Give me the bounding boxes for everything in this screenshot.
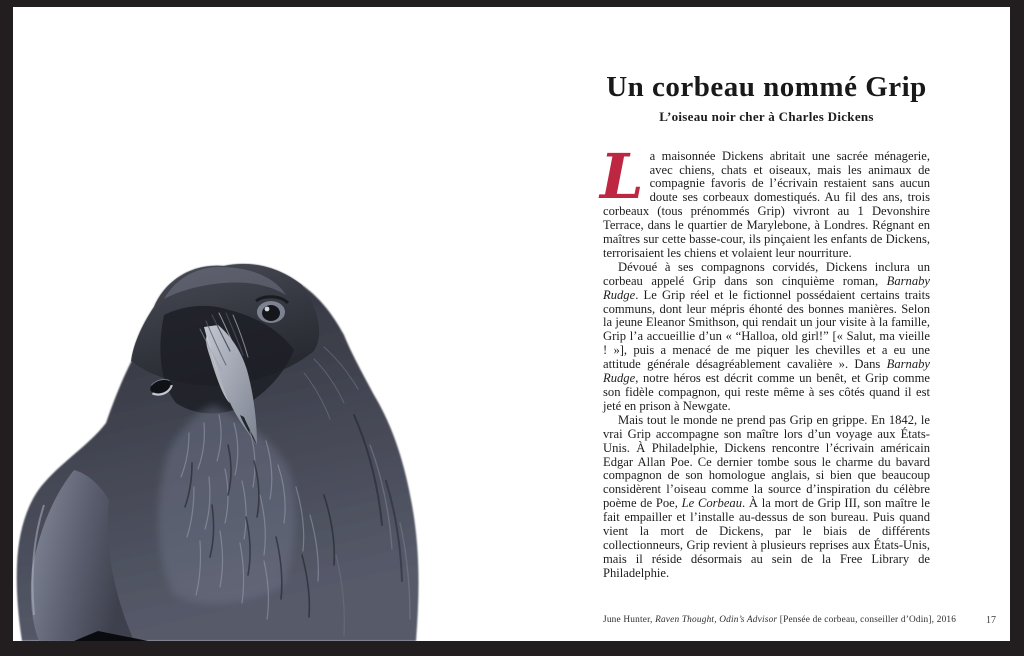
article-body xyxy=(600,139,930,581)
page-number: 17 xyxy=(986,615,996,626)
page-subtitle: L’oiseau noir cher à Charles Dickens xyxy=(659,109,874,125)
raven-photo xyxy=(14,255,446,641)
paragraph-1 xyxy=(600,139,930,261)
paragraph-2: Dévoué à ses compagnons corvidés, Dickens inclura un corbeau appelé Grip dans son cinquième roman, Barnaby Rudge. Le Grip réel et le fictionnel possédaient certains traits communs, dont leur mépris éhonté des bonnes manières. Selon la jeune Eleanor Smithson, qui rendait un jour visite à la famille, Grip l’a accueillie d’un « “Halloa, old girl!” [« Salut, ma vieille ! »], puis a menacé de me piquer les chevilles et a eu une attitude générale désagréablement cavalière ». Dans Barnaby Rudge, notre héros est décrit comme un benêt, et Grip comme son fidèle compagnon, qui reste même à ses côtés quand il est jeté en prison à Newgate. xyxy=(603,259,930,413)
left-page xyxy=(13,7,511,641)
right-page xyxy=(600,7,957,641)
paragraph-1-text: a maisonnée Dickens abritait une sacrée ménagerie, avec chiens, chats et oiseaux, mais les animaux de compagnie favoris de l’écrivain restaient sans aucun doute ses corbeaux domestiqués. Au fil des ans, trois corbeaux (tous prénommés Grip) vivront au 1 Devonshire Terrace, dans le quartier de Marylebone, à Londres. Régnant en maîtres sur cette basse-cour, ils pinçaient les enfants de Dickens, terrorisaient les chiens et volaient leur nourriture. xyxy=(603,148,930,260)
drop-cap: L xyxy=(600,139,644,213)
paragraph-3: Mais tout le monde ne prend pas Grip en grippe. En 1842, le vrai Grip accompagne son maître lors d’un voyage aux États-Unis. À Philadelphie, Dickens rencontre l’écrivain américain Edgar Allan Poe. Ce dernier tombe sous le charme du bavard compagnon de son homologue anglais, si bien que beaucoup considèrent l’oiseau comme la source d’inspiration du célèbre poème de Poe, Le Corbeau. À la mort de Grip III, son maître le fait empailler et l’installe au-dessus de son bureau. Puis quand vient la mort de Dickens, par le biais de différents collectionneurs, Grip revient à plusieurs reprises aux États-Unis, mais il réside désormais au sein de la Free Library de Philadelphie. xyxy=(603,412,930,580)
page-title: Un corbeau nommé Grip xyxy=(606,71,927,103)
photo-caption: June Hunter, Raven Thought, Odin’s Advisor [Pensée de corbeau, conseiller d’Odin], 2016 xyxy=(603,615,957,625)
paper xyxy=(13,7,1010,641)
